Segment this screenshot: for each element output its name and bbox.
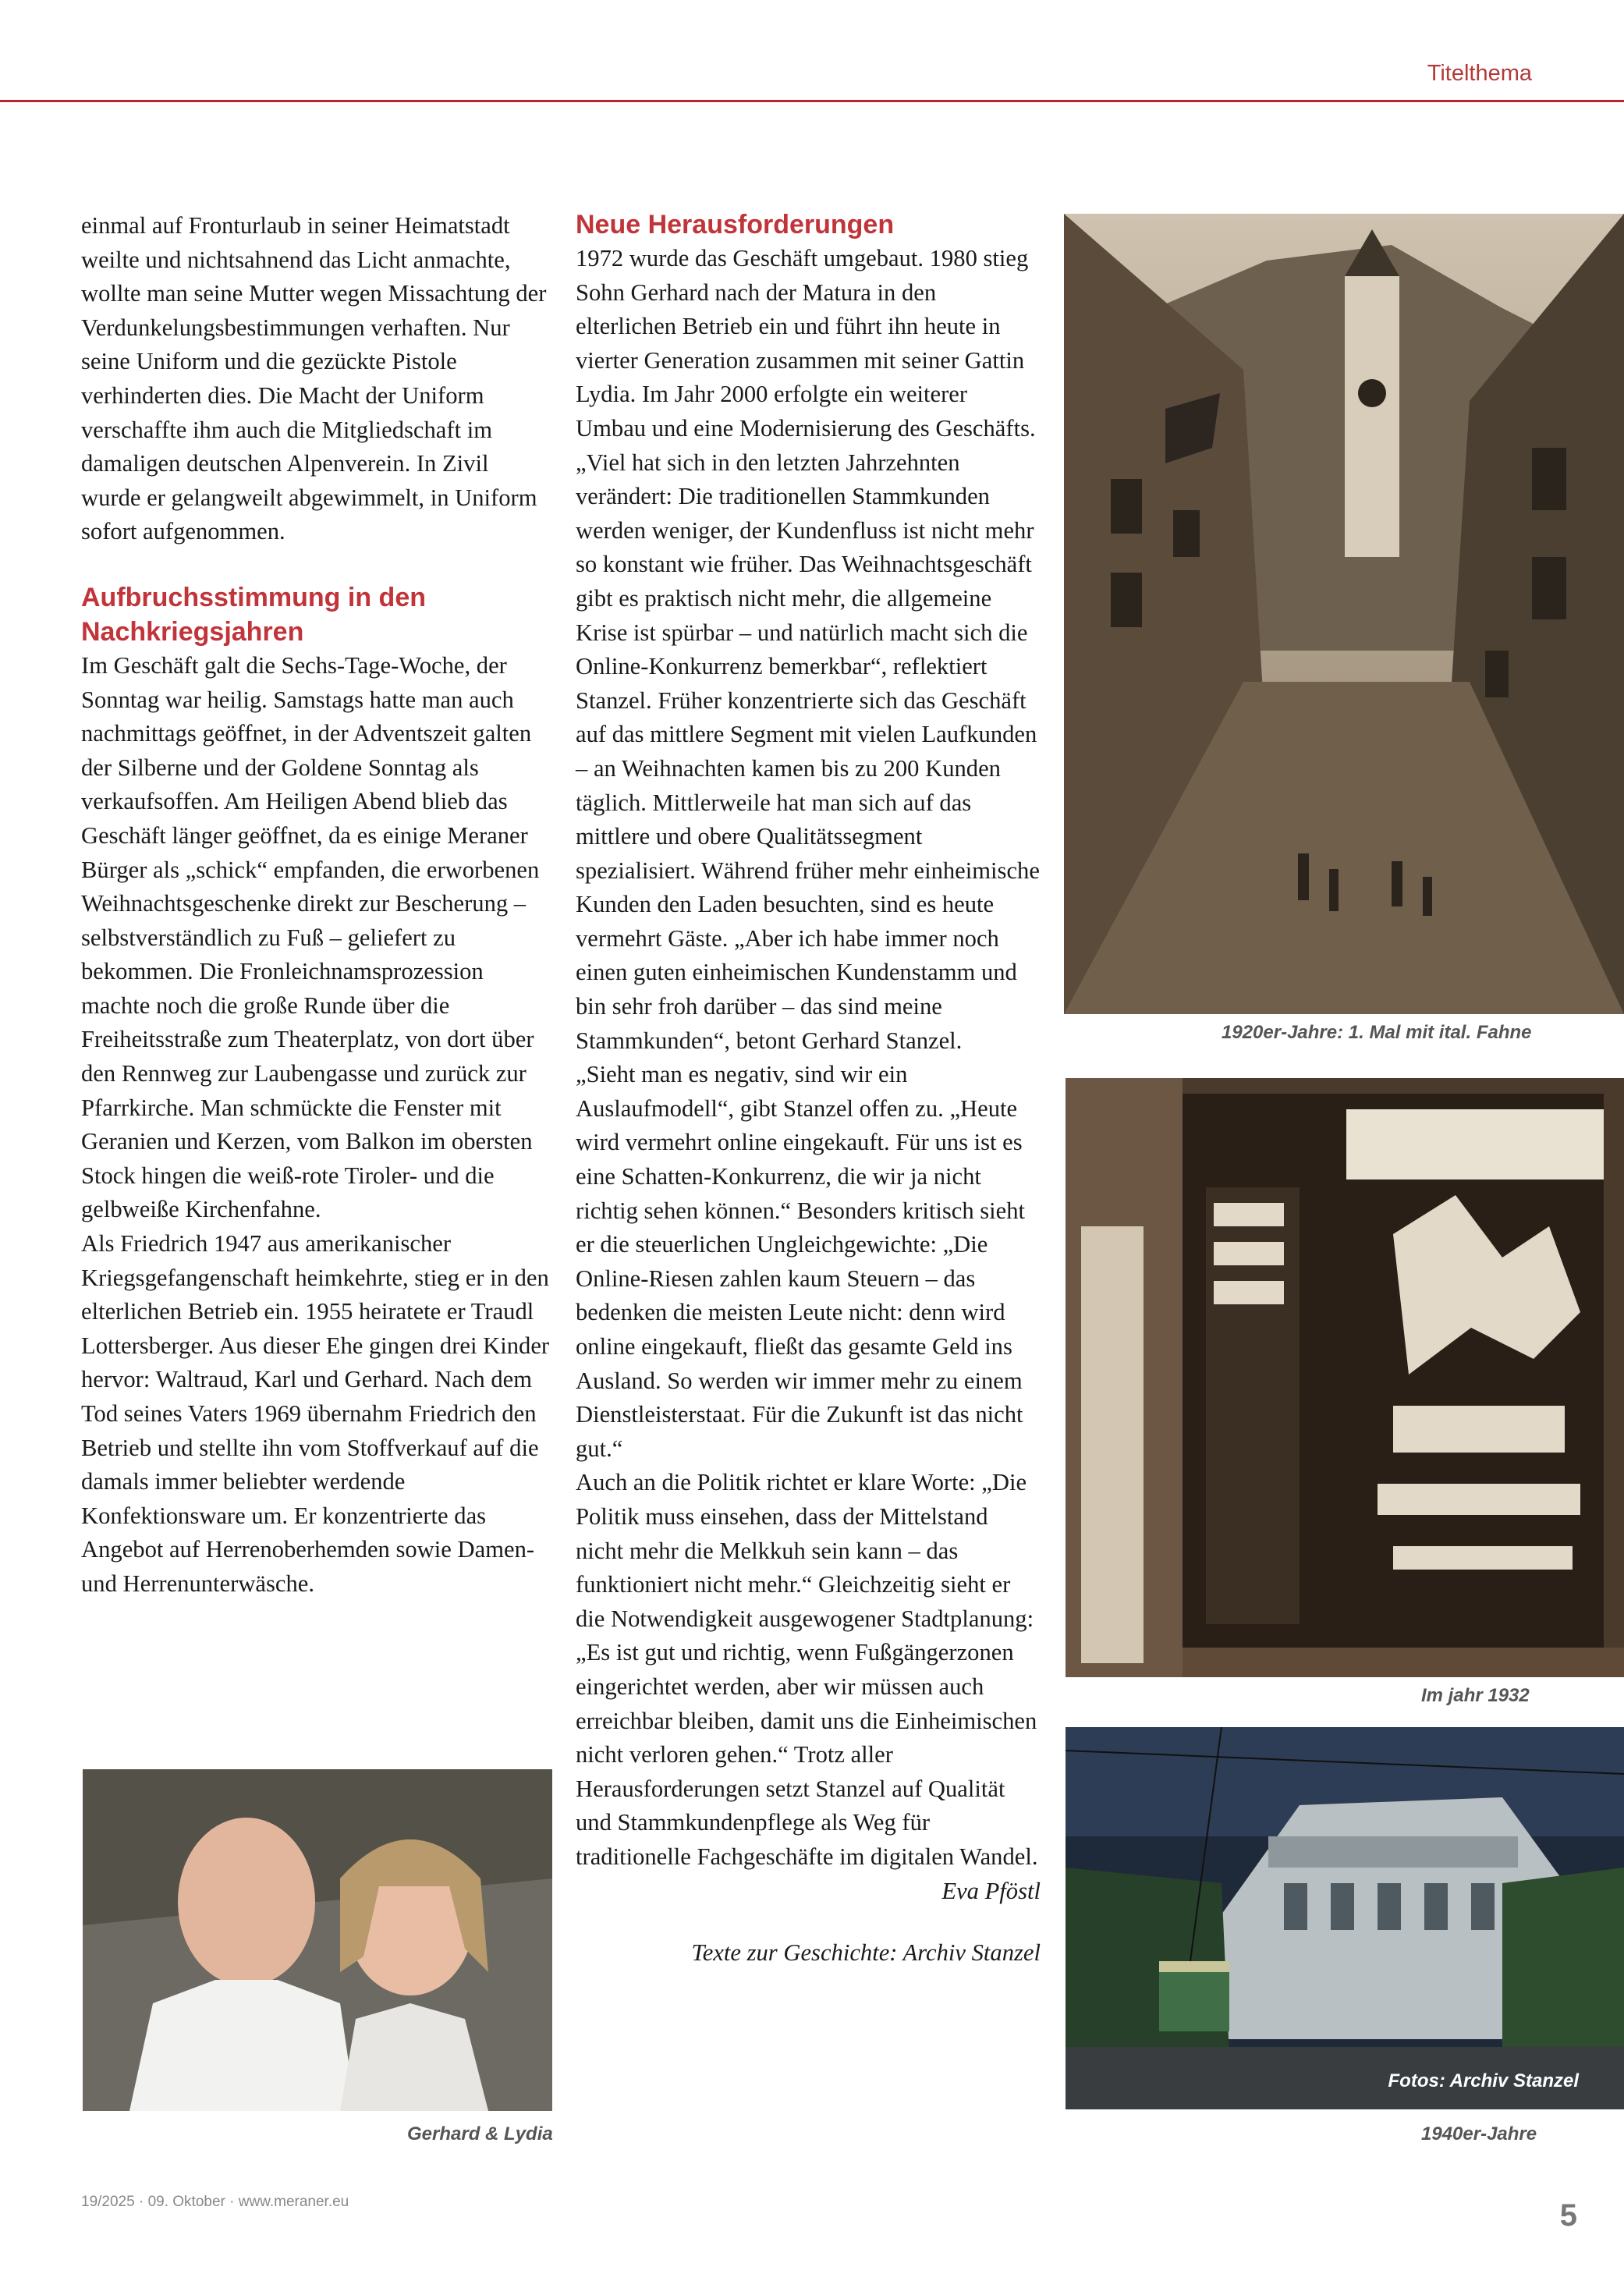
article-column-1 xyxy=(81,209,552,1602)
article-column-2 xyxy=(576,209,1041,1971)
footer-info: 19/2025 · 09. Oktober · www.meraner.eu xyxy=(81,2194,349,2210)
couple-photo-illustration xyxy=(83,1769,552,2111)
photo-street-1920s xyxy=(1064,214,1624,1014)
section-label: Titelthema xyxy=(1427,61,1532,86)
caption-couple: Gerhard & Lydia xyxy=(407,2123,553,2144)
caption-window: Im jahr 1932 xyxy=(1421,1685,1530,1706)
window-photo-illustration xyxy=(1066,1078,1624,1677)
paragraph: „Sieht man es negativ, sind wir ein Auslaufmodell“, gibt Stanzel offen zu. „Heute wird vermehrt online eingekauft. Für uns ist es eine Schatten-Konkurrenz, die wir ja nicht richtig sehen können.“ Besonders kritisch sieht er die steuerlichen Ungleichgewichte: „Die Online-Riesen zahlen kaum Steuern – das bedenken die meisten Leute nicht: denn wird online eingekauft, fließt das gesamte Geld ins Ausland. So werden wir immer mehr zu einem Dienstleisterstaat. Für die Zukunft ist das nicht gut.“ xyxy=(576,1061,1026,1462)
paragraph: Auch an die Politik richtet er klare Worte: „Die Politik muss einsehen, dass der Mittelstand nicht mehr die Melkkuh sein kann – das funktioniert nicht mehr.“ Gleichzeitig sieht er die Notwendigkeit ausgewogener Stadtplanung: „Es ist gut und richtig, wenn Fußgängerzonen eingerichtet werden, aber wir müssen auch erreichbar bleiben, damit uns die Einheimischen nicht verloren gehen.“ Trotz aller Herausforderungen setzt Stanzel auf Qualität und Stammkundenpflege als Weg für traditionelle Fachgeschäfte im digitalen Wandel. xyxy=(576,1469,1038,1870)
paragraph: 1972 wurde das Geschäft umgebaut. 1980 stieg Sohn Gerhard nach der Matura in den elterlichen Betrieb ein und führt ihn heute in vierter Generation zusammen mit seiner Gattin Lydia. Im Jahr 2000 erfolgte ein weiterer Umbau und eine Modernisierung des Geschäfts. xyxy=(576,245,1036,442)
paragraph: einmal auf Fronturlaub in seiner Heimatstadt weilte und nichtsahnend das Licht anmachte, wollte man seine Mutter wegen Missachtung der Verdunkelungsbestimmungen verhaften. Nur seine Uniform und die gezückte Pistole verhinderten dies. Die Macht der Uniform verschaffte ihm auch die Mitgliedschaft im damaligen deutschen Alpenverein. In Zivil wurde er gelangweilt abgewimmelt, in Uniform sofort aufgenommen. xyxy=(81,212,547,545)
paragraph: Im Geschäft galt die Sechs-Tage-Woche, der Sonntag war heilig. Samstags hatte man auch nachmittags geöffnet, in der Adventszeit galten der Silberne und der Goldene Sonntag als verkaufsoffen. Am Heiligen Abend blieb das Geschäft länger geöffnet, da es einige Meraner Bürger als „schick“ empfanden, die erworbenen Weihnachtsgeschenke direkt zur Bescherung – selbstverständlich zu Fuß – geliefert zu bekommen. Die Fronleichnamsprozession machte noch die große Runde über die Freiheitsstraße zum Theaterplatz, von dort über den Rennweg zur Laubengasse und zurück zur Pfarrkirche. Man schmückte die Fenster mit Geranien und Kerzen, vom Balkon im obersten Stock hingen die weiß-rote Tiroler- und die gelbweiße Kirchenfahne. xyxy=(81,651,540,1223)
photo-couple xyxy=(83,1769,552,2111)
photo-shop-window-1932 xyxy=(1066,1078,1624,1677)
author-signature: Eva Pföstl xyxy=(941,1877,1041,1904)
subheading: Neue Herausforderungen xyxy=(576,210,895,239)
subheading: Aufbruchsstimmung in den Nachkriegsjahren xyxy=(81,582,426,647)
tram-photo-illustration xyxy=(1066,1727,1624,2109)
paragraph: „Viel hat sich in den letzten Jahrzehnten verändert: Die traditionellen Stammkunden werden weniger, der Kundenfluss ist nicht mehr so konstant wie früher. Das Weihnachtsgeschäft gibt es praktisch nicht mehr, die allgemeine Krise ist spürbar – und natürlich macht sich die Online-Konkurrenz bemerkbar“, reflektiert Stanzel. Früher konzentrierte sich das Geschäft auf das mittlere Segment mit vielen Laufkunden – an Weihnachten kamen bis zu 200 Kunden täglich. Mittlerweile hat man sich auf das mittlere und obere Qualitätssegment spezialisiert. Während früher mehr einheimische Kunden den Laden besuchten, sind es heute vermehrt Gäste. „Aber ich habe immer noch einen guten einheimischen Kundenstamm und bin sehr froh darüber – das sind meine Stammkunden“, betont Gerhard Stanzel. xyxy=(576,449,1040,1054)
page-number: 5 xyxy=(1559,2198,1577,2233)
header-rule xyxy=(0,100,1624,102)
photo-tram-1940s xyxy=(1066,1727,1624,2109)
caption-street: 1920er-Jahre: 1. Mal mit ital. Fahne xyxy=(1222,1022,1532,1043)
photo-credit-overlay: Fotos: Archiv Stanzel xyxy=(1388,2070,1579,2091)
caption-tram: 1940er-Jahre xyxy=(1421,2123,1537,2144)
paragraph: Als Friedrich 1947 aus amerikanischer Kriegsgefangenschaft heimkehrte, stieg er in den elterlichen Betrieb ein. 1955 heiratete er Traudl Lottersberger. Aus dieser Ehe gingen drei Kinder hervor: Waltraud, Karl und Gerhard. Nach dem Tod seines Vaters 1969 übernahm Friedrich den Betrieb und stellte ihn vom Stoffverkauf auf die damals immer beliebter werdende Konfektionsware um. Er konzentrierte das Angebot auf Herrenoberhemden sowie Damen- und Herrenunterwäsche. xyxy=(81,1230,550,1597)
source-credit: Texte zur Geschichte: Archiv Stanzel xyxy=(691,1939,1041,1967)
street-photo-illustration xyxy=(1064,214,1624,1014)
